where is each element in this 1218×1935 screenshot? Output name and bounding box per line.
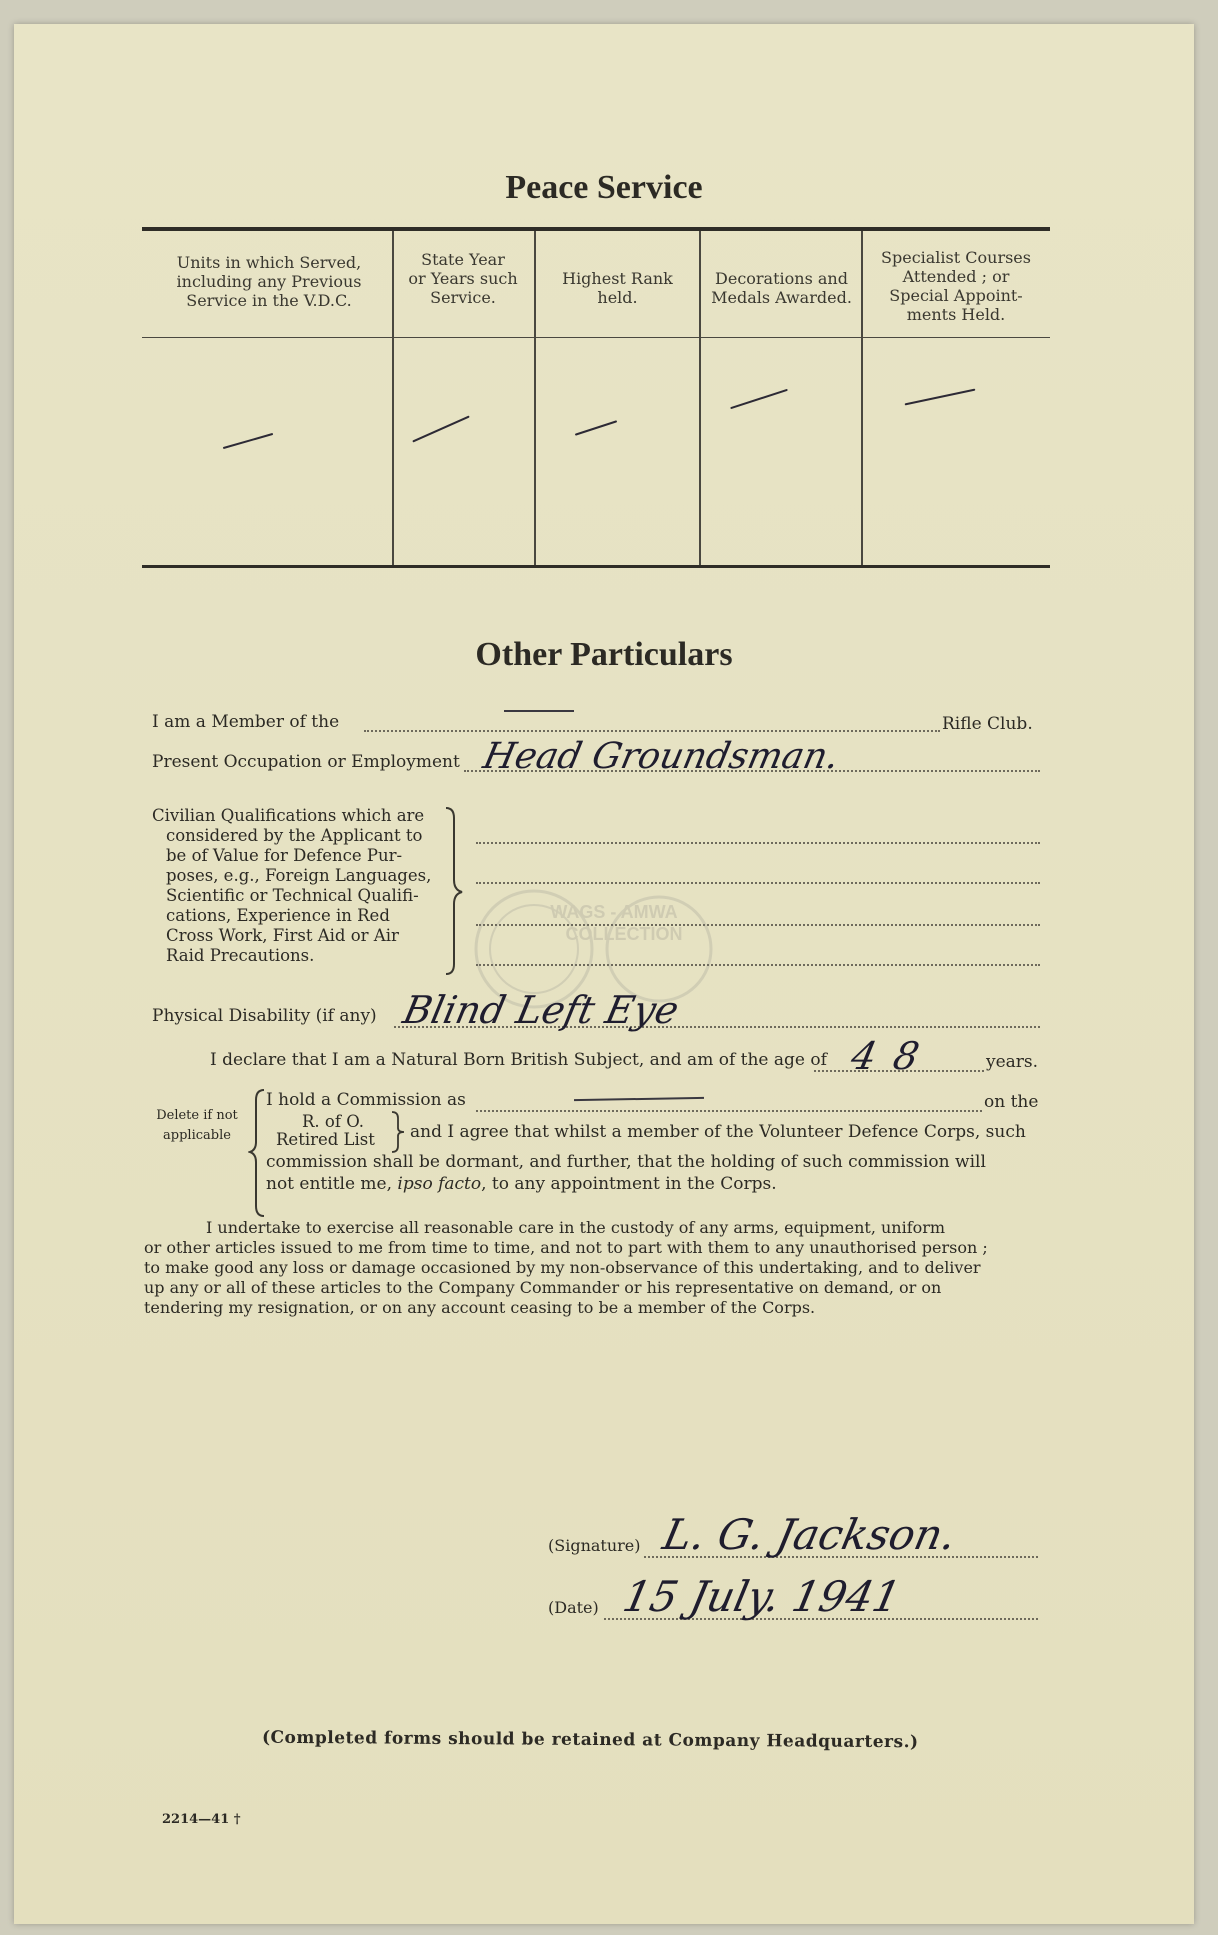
table-col-divider	[534, 231, 536, 565]
table-entry-dash	[223, 433, 274, 449]
civilian-dotted-line	[476, 842, 1040, 844]
commission-handwritten-dash	[574, 1097, 704, 1101]
table-entry-dash	[575, 420, 617, 435]
peace-service-title: Peace Service	[505, 169, 703, 206]
commission-line-4: not entitle me, ipso facto, to any appointment in the Corps.	[266, 1174, 777, 1194]
table-entry-dash	[412, 415, 469, 442]
disability-label: Physical Disability (if any)	[152, 1006, 377, 1026]
table-header-years: State Year or Years such Service.	[408, 250, 518, 307]
table-header-specialist: Specialist Courses Attended ; or Special Appoint- ments Held.	[881, 248, 1031, 324]
commission-brace-left	[248, 1088, 268, 1218]
member-handwritten-dash	[504, 710, 574, 712]
footer-note: (Completed forms should be retained at Company Headquarters.)	[261, 1727, 919, 1753]
delete-if-not-applicable-label: Delete if not applicable	[156, 1108, 238, 1143]
document-page	[14, 24, 1194, 1924]
undertaking-paragraph: I undertake to exercise all reasonable care in the custody of any arms, equipment, uniform or other articles issued to me from time to time, and not to part with them to any unauthorised person ; to make good any loss or damage occasioned by my non-observance of this undertaking, and to deliver up any or all of these articles to the Company Commander or his representative on demand, or on tendering my resignation, or on any account ceasing to be a member of the Corps.	[144, 1218, 988, 1317]
signature-handwriting: L. G. Jackson.	[658, 1510, 961, 1559]
table-header-rule	[142, 337, 1050, 338]
table-entry-dash	[730, 389, 788, 409]
commission-brace-right	[390, 1110, 410, 1154]
rifle-club-label: Rifle Club.	[942, 714, 1033, 734]
on-the-label: on the	[984, 1092, 1039, 1112]
table-header-rank: Highest Rank held.	[562, 269, 673, 307]
table-header-decorations: Decorations and Medals Awarded.	[711, 269, 852, 307]
date-handwriting: 15 July. 1941	[618, 1572, 906, 1621]
commission-dotted-line	[476, 1110, 982, 1112]
other-particulars-title: Other Particulars	[475, 636, 733, 673]
table-top-rule	[142, 227, 1050, 231]
r-of-o-label: R. of O.	[302, 1112, 365, 1131]
member-dotted-line	[364, 730, 940, 732]
signature-label: (Signature)	[548, 1536, 641, 1555]
years-label: years.	[986, 1052, 1039, 1072]
table-col-divider	[861, 231, 863, 565]
retired-list-label: Retired List	[276, 1130, 375, 1149]
member-label: I am a Member of the	[152, 712, 340, 732]
date-label: (Date)	[548, 1598, 599, 1617]
age-handwriting: 48	[847, 1034, 942, 1078]
disability-handwriting: Blind Left Eye	[399, 988, 683, 1032]
occupation-handwriting: Head Groundsman.	[479, 736, 843, 777]
occupation-label: Present Occupation or Employment	[152, 752, 460, 772]
collection-watermark-stamp: WAGS - AMWA COLLECTION	[454, 874, 734, 1024]
table-col-divider	[699, 231, 701, 565]
commission-line-3: commission shall be dormant, and further, that the holding of such commission will	[266, 1152, 986, 1172]
table-bottom-rule	[142, 565, 1050, 568]
form-number: 2214—41 †	[162, 1812, 241, 1827]
commission-line-1: I hold a Commission as	[266, 1090, 466, 1110]
declaration-label: I declare that I am a Natural Born British Subject, and am of the age of	[210, 1050, 827, 1070]
table-header-units: Units in which Served, including any Previous Service in the V.D.C.	[176, 253, 362, 310]
table-entry-dash	[905, 389, 976, 406]
civilian-qualifications-label: Civilian Qualifications which are considered by the Applicant to be of Value for Defence Pur- poses, e.g., Foreign Languages, Scientific or Technical Qualifi- cations, Experience in Red Cross Work, First Aid or Air Raid Precautions.	[152, 806, 432, 965]
commission-line-2: and I agree that whilst a member of the Volunteer Defence Corps, such	[410, 1122, 1026, 1142]
table-col-divider	[392, 231, 394, 565]
